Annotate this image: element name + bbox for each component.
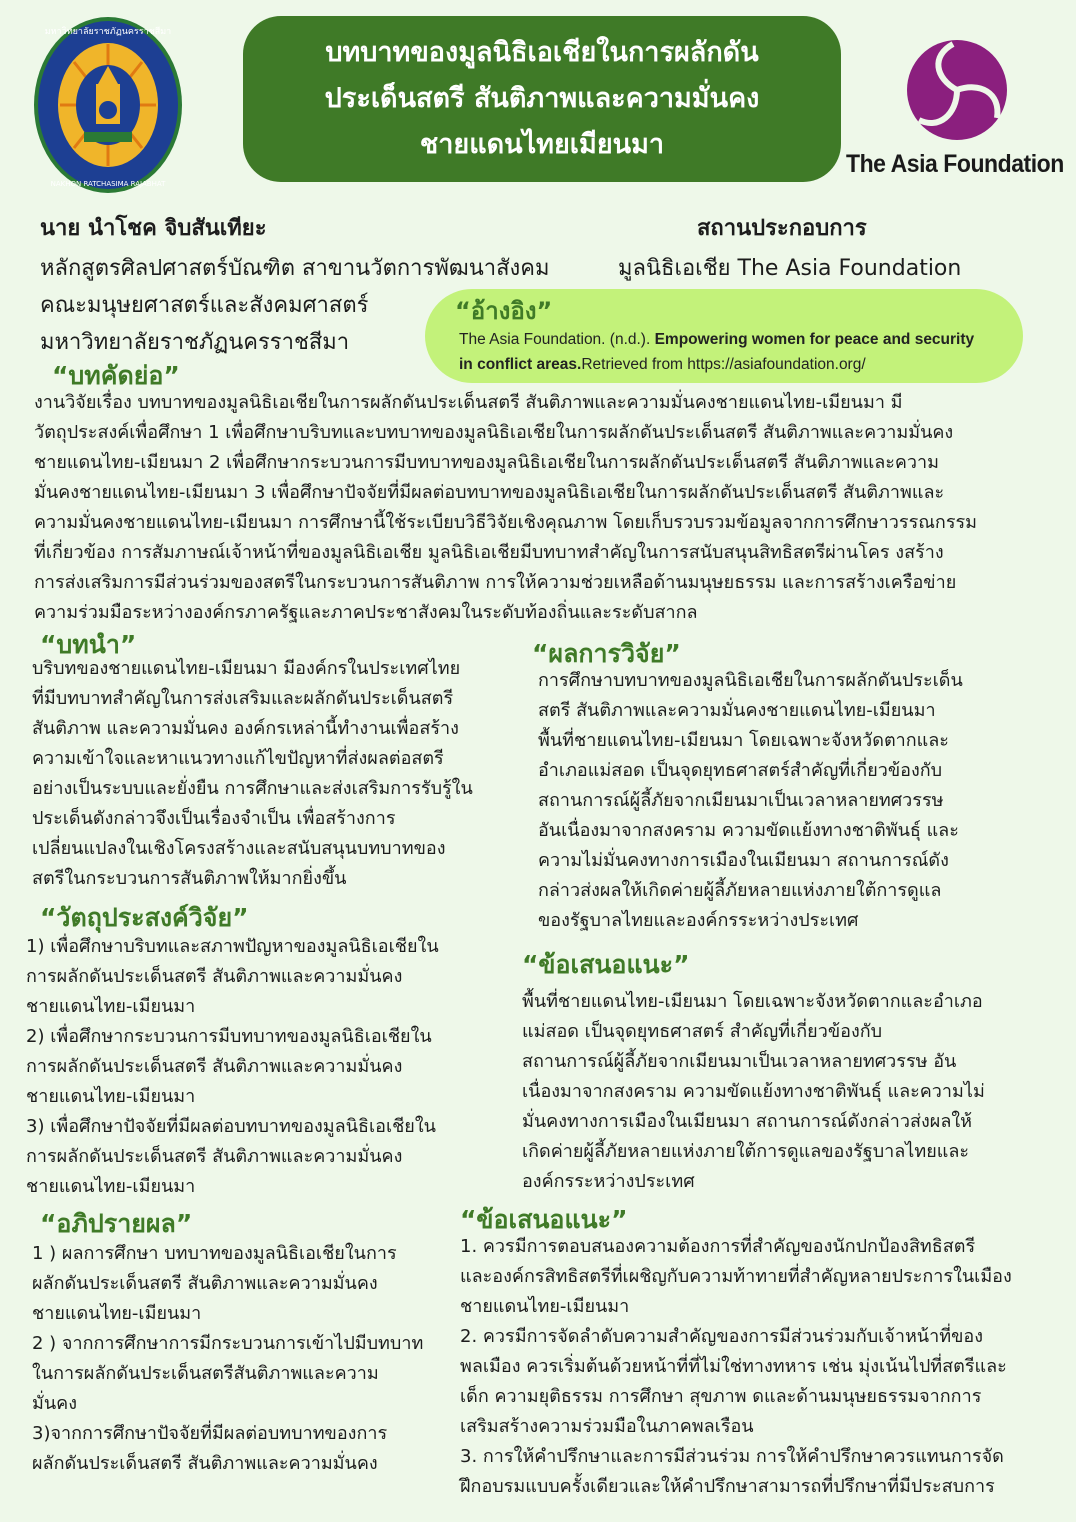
recommendation-line: พลเมือง ควรเริ่มต้นด้วยหน้าที่ที่ไม่ใช่ทางทหาร เช่น มุ่งเน้นไปที่สตรีและ	[460, 1356, 1007, 1377]
reference-retrieved: Retrieved from https://asiafoundation.org/	[581, 356, 866, 373]
introduction-line: เปลี่ยนแปลงในเชิงโครงสร้างและสนับสนุนบทบาทของ	[32, 838, 446, 859]
results-body	[538, 666, 963, 936]
introduction-body	[32, 654, 473, 894]
title-line: บทบาทของมูลนิธิเอเชียในการผลักดัน	[325, 37, 759, 68]
reference-box	[425, 289, 1023, 383]
discussion-line: ชายแดนไทย-เมียนมา	[32, 1303, 202, 1324]
discussion-line: ผลักดันประเด็นสตรี สันติภาพและความมั่นคง	[32, 1453, 378, 1474]
results-line: กล่าวส่งผลให้เกิดค่ายผู้ลี้ภัยหลายแห่งภายใต้การดูแล	[538, 880, 942, 901]
recommendation-line: 1. ควรมีการตอบสนองความต้องการที่สำคัญของนักปกป้องสิทธิสตรี	[460, 1236, 976, 1257]
objectives-line: การผลักดันประเด็นสตรี สันติภาพและความมั่นคง	[26, 966, 403, 987]
recommendation-line: มั่นคงทางการเมืองในเมียนมา สถานการณ์ดังกล่าวส่งผลให้	[522, 1111, 973, 1132]
svg-text:NAKHON RATCHASIMA RAJABHAT: NAKHON RATCHASIMA RAJABHAT	[50, 180, 166, 188]
poster-title	[243, 16, 841, 182]
abstract-line: วัตถุประสงค์เพื่อศึกษา 1 เพื่อศึกษาบริบทและบทบาทของมูลนิธิเอเชียในการผลักดันประเด็นสตรี สันติภาพและความมั่นคง	[34, 422, 954, 443]
recommendation-line: เกิดค่ายผู้ลี้ภัยหลายแห่งภายใต้การดูแลของรัฐบาลไทยและ	[522, 1141, 970, 1162]
discussion-line: 3)จากการศึกษาปัจจัยที่มีผลต่อบทบาทของการ	[32, 1423, 388, 1444]
title-line: ชายแดนไทยเมียนมา	[419, 129, 665, 160]
recommendation-line: แม่สอด เป็นจุดยุทธศาสตร์ สำคัญที่เกี่ยวข้องกับ	[522, 1021, 883, 1042]
results-line: สตรี สันติภาพและความมั่นคงชายแดนไทย-เมียนมา	[538, 700, 936, 721]
abstract-line: ที่เกี่ยวข้อง การสัมภาษณ์เจ้าหน้าที่ของมูลนิธิเอเชีย มูลนิธิเอเชียมีบทบาทสำคัญในการสนับสนุนสิทธิสตรีผ่านโคร งสร้าง	[34, 542, 944, 563]
introduction-heading: “บทนำ”	[40, 630, 137, 659]
introduction-line: ความเข้าใจและหาแนวทางแก้ไขปัญหาที่ส่งผลต่อสตรี	[32, 748, 444, 769]
discussion-line: 1 ) ผลการศึกษา บทบาทของมูลนิธิเอเชียในการ	[32, 1243, 397, 1264]
recommendation-heading: “ข้อเสนอแนะ”	[460, 1205, 628, 1234]
recommendation-line: สถานการณ์ผู้ลี้ภัยจากเมียนมาเป็นเวลาหลายทศวรรษ อัน	[522, 1051, 957, 1072]
results-line: พื้นที่ชายแดนไทย-เมียนมา โดยเฉพาะจังหวัดตากและ	[538, 730, 949, 751]
author-university: มหาวิทยาลัยราชภัฏนครราชสีมา	[40, 330, 350, 355]
asia-foundation-wordmark: The Asia Foundation	[846, 150, 1064, 178]
organization-name: มูลนิธิเอเชีย The Asia Foundation	[618, 256, 962, 281]
discussion-line: 2 ) จากการศึกษาการมีกระบวนการเข้าไปมีบทบาท	[32, 1333, 424, 1354]
recommendation-line: เด็ก ความยุติธรรม การศึกษา สุขภาพ ดและด้านมนุษยธรรมจากการ	[460, 1386, 982, 1407]
recommendation-line: องค์กรระหว่างประเทศ	[522, 1171, 695, 1192]
recommendation-heading: “ข้อเสนอแนะ”	[522, 950, 690, 979]
discussion-body	[32, 1239, 423, 1479]
university-seal-icon	[32, 14, 184, 196]
abstract-line: การส่งเสริมการมีส่วนร่วมของสตรีในกระบวนการสันติภาพ การให้ความช่วยเหลือด้านมนุษยธรรม และการสร้างเครือข่าย	[34, 572, 957, 593]
reference-lead: The Asia Foundation. (n.d.).	[459, 331, 655, 348]
discussion-line: ผลักดันประเด็นสตรี สันติภาพและความมั่นคง	[32, 1273, 378, 1294]
introduction-line: ประเด็นดังกล่าวจึงเป็นเรื่องจำเป็น เพื่อสร้างการ	[32, 808, 396, 829]
abstract-line: ชายแดนไทย-เมียนมา 2 เพื่อศึกษากระบวนการมีบทบาทของมูลนิธิเอเชียในการผลักดันประเด็นสตรี สันติภาพและความ	[34, 452, 940, 473]
results-line: อำเภอแม่สอด เป็นจุดยุทธศาสตร์สำคัญที่เกี่ยวข้องกับ	[538, 760, 943, 781]
reference-heading: “อ้างอิง”	[455, 297, 553, 325]
recommendation-line: เสริมสร้างความร่วมมือในภาคพลเรือน	[460, 1416, 754, 1437]
introduction-line: สตรีในกระบวนการสันติภาพให้มากยิ่งขึ้น	[32, 868, 347, 889]
author-name: นาย นำโชค จิบสันเทียะ	[40, 216, 267, 241]
introduction-line: ที่มีบทบาทสำคัญในการส่งเสริมและผลักดันประเด็นสตรี	[32, 688, 454, 709]
recommendation-line: พื้นที่ชายแดนไทย-เมียนมา โดยเฉพาะจังหวัดตากและอำเภอ	[522, 991, 983, 1012]
objectives-line: การผลักดันประเด็นสตรี สันติภาพและความมั่นคง	[26, 1146, 403, 1167]
results-line: ความไม่มั่นคงทางการเมืองในเมียนมา สถานการณ์ดัง	[538, 850, 949, 871]
discussion-heading: “อภิปรายผล”	[40, 1209, 193, 1238]
recommendation-line: และองค์กรสิทธิสตรีที่เผชิญกับความท้าทายที่สำคัญหลายประการในเมือง	[460, 1266, 1012, 1287]
discussion-line: ในการผลักดันประเด็นสตรีสันติภาพและความ	[32, 1363, 379, 1384]
recommendation-line: 3. การให้คำปรึกษาและการมีส่วนร่วม การให้คำปรึกษาควรแทนการจัด	[460, 1446, 1004, 1467]
abstract-body	[34, 388, 977, 628]
objectives-body	[26, 932, 439, 1202]
introduction-line: สันติภาพ และความมั่นคง องค์กรเหล่านี้ทำงานเพื่อสร้าง	[32, 718, 459, 739]
asia-foundation-swirl-icon	[905, 38, 1009, 142]
objectives-line: ชายแดนไทย-เมียนมา	[26, 1086, 196, 1107]
results-line: ของรัฐบาลไทยและองค์กรระหว่างประเทศ	[538, 910, 859, 931]
results-heading: “ผลการวิจัย”	[532, 639, 681, 668]
title-line: ประเด็นสตรี สันติภาพและความมั่นคง	[324, 83, 760, 114]
objectives-line: 2) เพื่อศึกษากระบวนการมีบทบาทของมูลนิธิเอเชียใน	[26, 1026, 432, 1047]
recommendation-line: ชายแดนไทย-เมียนมา	[460, 1296, 630, 1317]
abstract-line: มั่นคงชายแดนไทย-เมียนมา 3 เพื่อศึกษาปัจจัยที่มีผลต่อบทบาทของมูลนิธิเอเชียในการผลักดันประเด็นสตรี สันติภาพและ	[34, 482, 945, 503]
introduction-line: อย่างเป็นระบบและยั่งยืน การศึกษาและส่งเสริมการรับรู้ใน	[32, 778, 473, 799]
reference-title-1: Empowering women for peace and security	[654, 331, 975, 348]
objectives-line: การผลักดันประเด็นสตรี สันติภาพและความมั่นคง	[26, 1056, 403, 1077]
objectives-line: 3) เพื่อศึกษาปัจจัยที่มีผลต่อบทบาทของมูลนิธิเอเชียใน	[26, 1116, 436, 1137]
abstract-line: งานวิจัยเรื่อง บทบาทของมูลนิธิเอเชียในการผลักดันประเด็นสตรี สันติภาพและความมั่นคงชายแดนไทย-เมียนมา มี	[34, 392, 903, 413]
objectives-heading: “วัตถุประสงค์วิจัย”	[40, 903, 249, 932]
recommendation-line: ฝึกอบรมแบบครั้งเดียวและให้คำปรึกษาสามารถที่ปรึกษาที่มีประสบการ	[460, 1476, 995, 1497]
objectives-line: ชายแดนไทย-เมียนมา	[26, 1176, 196, 1197]
objectives-line: ชายแดนไทย-เมียนมา	[26, 996, 196, 1017]
objectives-line: 1) เพื่อศึกษาบริบทและสภาพปัญหาของมูลนิธิเอเชียใน	[26, 936, 439, 957]
recommendation-1-body	[522, 987, 985, 1197]
svg-text:มหาวิทยาลัยราชภัฏนครราชสีมา: มหาวิทยาลัยราชภัฏนครราชสีมา	[44, 27, 172, 37]
author-faculty: คณะมนุษยศาสตร์และสังคมศาสตร์	[40, 293, 369, 318]
abstract-heading: “บทคัดย่อ”	[52, 361, 180, 390]
results-line: อันเนื่องมาจากสงคราม ความขัดแย้งทางชาติพันธุ์ และ	[538, 820, 959, 841]
abstract-line: ความร่วมมือระหว่างองค์กรภาครัฐและภาคประชาสังคมในระดับท้องถิ่นและระดับสากล	[34, 602, 698, 623]
recommendation-line: 2. ควรมีการจัดลำดับความสำคัญของการมีส่วนร่วมกับเจ้าหน้าที่ของ	[460, 1326, 983, 1347]
organization-heading: สถานประกอบการ	[697, 216, 867, 241]
reference-title-2: in conflict areas.	[459, 356, 582, 373]
recommendation-2-body	[460, 1232, 1012, 1502]
results-line: การศึกษาบทบาทของมูลนิธิเอเชียในการผลักดันประเด็น	[538, 670, 963, 691]
discussion-line: มั่นคง	[32, 1393, 77, 1414]
abstract-line: ความมั่นคงชายแดนไทย-เมียนมา การศึกษานี้ใช้ระเบียบวิธีวิจัยเชิงคุณภาพ โดยเก็บรวบรวมข้อมูลจากการศึกษาวรรณกรรม	[34, 512, 978, 533]
introduction-line: บริบทของชายแดนไทย-เมียนมา มีองค์กรในประเทศไทย	[32, 658, 461, 679]
recommendation-line: เนื่องมาจากสงคราม ความขัดแย้งทางชาติพันธุ์ และความไม่	[522, 1081, 985, 1102]
results-line: สถานการณ์ผู้ลี้ภัยจากเมียนมาเป็นเวลาหลายทศวรรษ	[538, 790, 944, 811]
author-program: หลักสูตรศิลปศาสตร์บัณฑิต สาขานวัตการพัฒนาสังคม	[40, 256, 550, 281]
reference-citation	[459, 327, 999, 377]
